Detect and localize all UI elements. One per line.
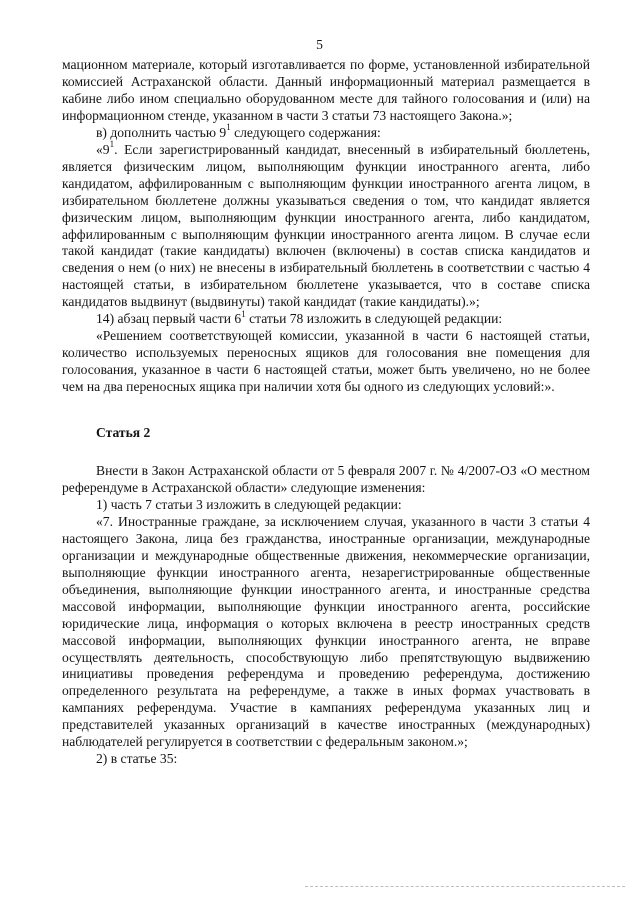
paragraph-quote-decision: «Решением соответствующей комиссии, указанной в части 6 настоящей статьи, количество используемых переносных ящиков для голосования вне помещения для голосования, указанное в части 6 настоящей статьи, может быть увеличено, но не более чем на два переносных ящика при наличии хотя бы одного из следующих условий:». — [62, 328, 590, 395]
paragraph-item-1: 1) часть 7 статьи 3 изложить в следующей редакции: — [96, 496, 402, 512]
paragraph-item-14 — [62, 308, 590, 328]
spacer — [62, 396, 590, 425]
text-run: «9 — [96, 141, 110, 157]
text-run: . Если зарегистрированный кандидат, внесенный в избирательный бюллетень, является физическим лицом, выполняющим функции иностранного агента, либо кандидатом, аффилированным с выполняющим функции иностранного агента лицом, в избирательном бюллетене должны указываться сведения о том, что кандидат является физическим лицом, выполняющим функции иностранного агента, либо кандидатом, аффилированным с выполняющим функции иностранного агента лицом. В случае если такой кандидат (такие кандидаты) включен (включены) в состав списка кандидатов и сведения о нем (о них) не внесены в избирательный бюллетень в соответствии с частью 4 настоящей статьи, в избирательном бюллетене указывается, что в составе списка кандидатов выдвинут (выдвинуты) такой кандидат (такие кандидаты).»; — [62, 141, 590, 310]
text-run: следующего содержания: — [230, 124, 381, 140]
paragraph-continuation: мационном материале, который изготавливается по форме, установленной избирательной комиссией Астраханской области. Данный информационный материал размещается в кабине либо ином специально оборудованном месте для тайного голосования и (или) на информационном стенде, указанном в части 3 статьи 73 настоящего Закона.»; — [62, 57, 590, 123]
article-heading: Статья 2 — [96, 425, 151, 441]
paragraph-part-7: «7. Иностранные граждане, за исключением случая, указанного в части 3 статьи 4 настоящего Закона, лица без гражданства, иностранные организации, международные организации и международные общественные движения, некоммерческие организации, выполняющие функции иностранного агента, незарегистрированные общественные объединения, выполняющие функции иностранного агента, и иностранные средства массовой информации, выполняющие функции иностранного агента, российские юридические лица, информация о которых включена в реестр иностранных средств массовой информации, выполняющих функции иностранного агента, не вправе осуществлять деятельность, способствующую либо препятствующую выдвижению инициативы проведения референдума и проведению референдума, достижению определенного результата на референдуме, а также в иных формах участвовать в кампаниях референдума. Участие в кампаниях референдума указанных лиц и представителей указанных организаций в качестве иностранных (международных) наблюдателей регулируется в соответствии с федеральным законом.»; — [62, 513, 590, 750]
paragraph-item-2: 2) в статье 35: — [96, 751, 178, 767]
text-run: в) дополнить частью 9 — [96, 124, 227, 140]
spacer — [62, 442, 590, 463]
superscript: 1 — [226, 122, 231, 133]
paragraph-part-9-1 — [62, 139, 590, 312]
paragraph-amendment-v — [62, 122, 590, 142]
scan-edge-line — [305, 886, 625, 887]
superscript: 1 — [241, 308, 246, 319]
text-run: статьи 78 изложить в следующей редакции: — [245, 311, 503, 327]
document-body — [62, 57, 590, 768]
page-number: 5 — [316, 37, 323, 52]
superscript: 1 — [109, 139, 115, 150]
paragraph-intro: Внести в Закон Астраханской области от 5 февраля 2007 г. № 4/2007-ОЗ «О местном референдуме в Астраханской области» следующие изменения: — [62, 463, 590, 495]
text-run: 14) абзац первый части 6 — [96, 311, 242, 327]
